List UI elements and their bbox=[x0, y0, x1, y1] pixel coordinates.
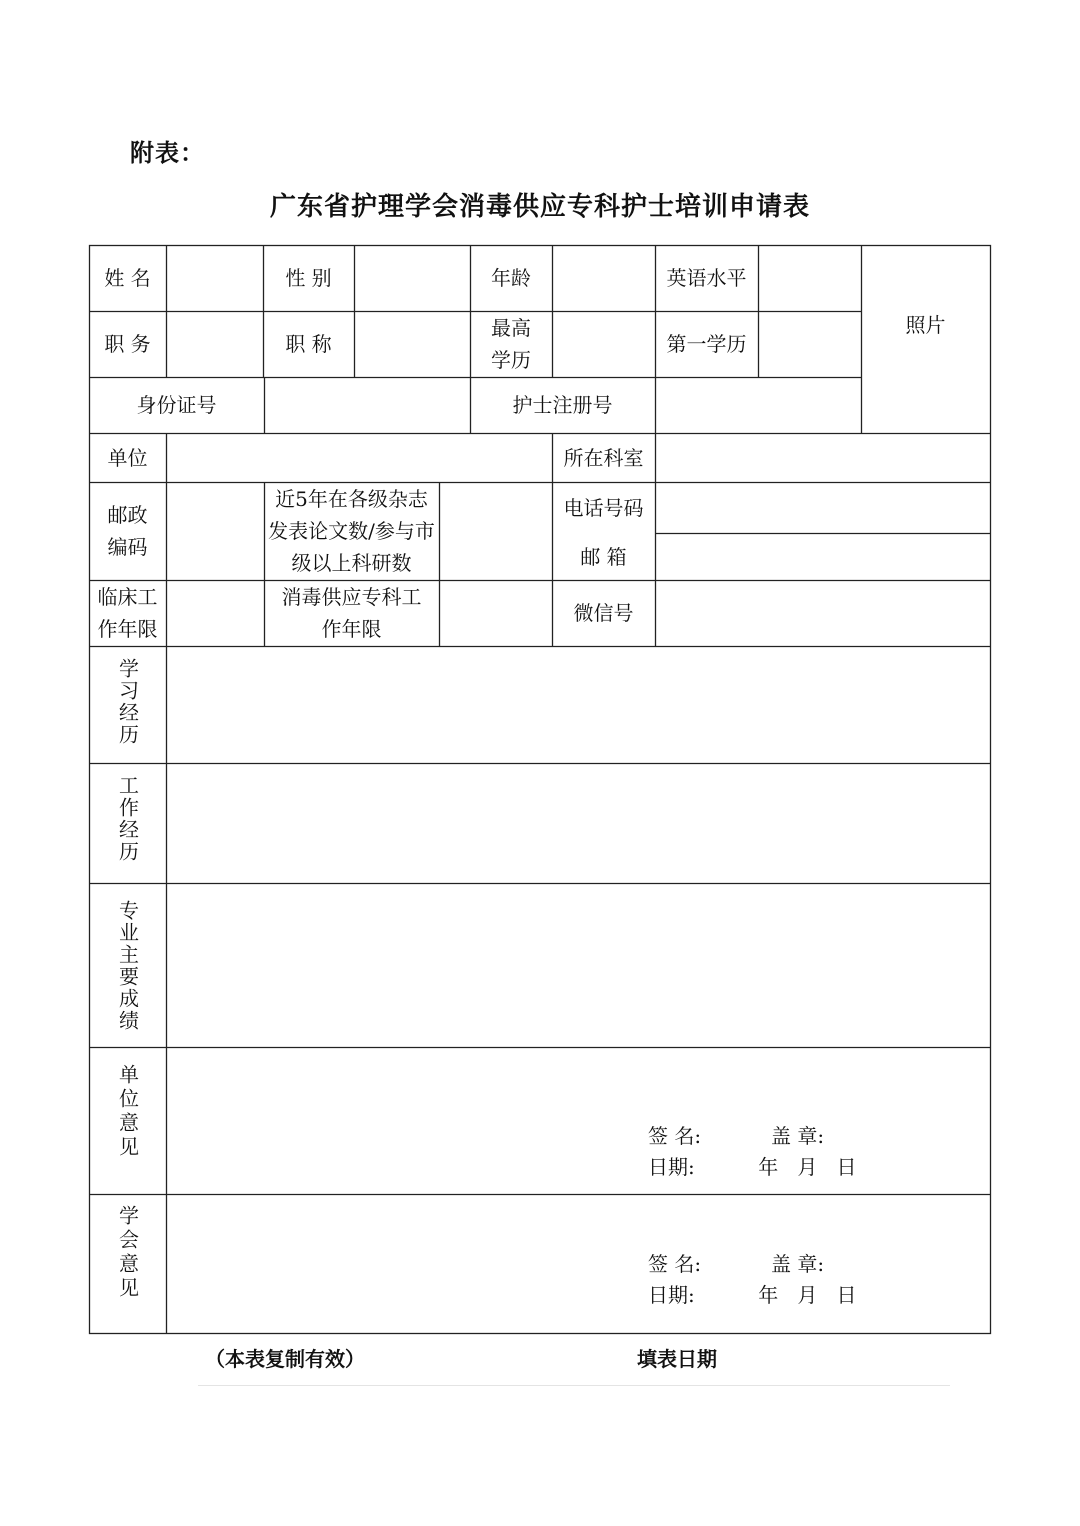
phone-field[interactable] bbox=[655, 482, 990, 533]
first-edu-field[interactable] bbox=[758, 311, 861, 377]
society-opinion-field[interactable] bbox=[166, 1194, 990, 1333]
label-department: 所在科室 bbox=[563, 445, 644, 470]
clinical-years-field[interactable] bbox=[166, 580, 264, 646]
label-postal: 邮政 编码 bbox=[107, 503, 148, 559]
attachment-label: 附表： bbox=[130, 139, 205, 167]
achievements-field[interactable] bbox=[166, 883, 990, 1047]
name-field[interactable] bbox=[166, 245, 263, 311]
unit-sign-line: 签 名: 盖 章: bbox=[648, 1124, 825, 1148]
unit-field[interactable] bbox=[166, 433, 552, 482]
work-field[interactable] bbox=[166, 763, 990, 883]
copy-note: （本表复制有效） bbox=[205, 1347, 365, 1371]
unit-opinion-field[interactable] bbox=[166, 1047, 990, 1194]
label-achievements: 专业主要成绩 bbox=[115, 900, 140, 1032]
fill-date-label: 填表日期 bbox=[637, 1347, 717, 1371]
gender-field[interactable] bbox=[354, 245, 470, 311]
label-wechat: 微信号 bbox=[573, 601, 634, 625]
label-first-edu: 第一学历 bbox=[666, 332, 747, 356]
label-highest-edu: 最高 学历 bbox=[491, 316, 531, 372]
label-study: 学习经历 bbox=[115, 658, 140, 746]
label-unit: 单位 bbox=[107, 445, 148, 470]
position-field[interactable] bbox=[166, 311, 263, 377]
age-field[interactable] bbox=[552, 245, 655, 311]
wechat-field[interactable] bbox=[655, 580, 990, 646]
highest-edu-field[interactable] bbox=[552, 311, 655, 377]
specialty-years-field[interactable] bbox=[439, 580, 552, 646]
label-name: 姓 名 bbox=[104, 266, 151, 290]
label-english: 英语水平 bbox=[666, 266, 747, 290]
study-field[interactable] bbox=[166, 646, 990, 763]
label-society-opinion: 学会意见 bbox=[115, 1205, 140, 1301]
label-specialty-years: 消毒供应专科工作年限 bbox=[281, 585, 422, 641]
label-papers: 近5年在各级杂志发表论文数/参与市级以上科研数 bbox=[268, 487, 435, 575]
label-position: 职 务 bbox=[104, 332, 151, 356]
english-field[interactable] bbox=[758, 245, 861, 311]
label-age: 年龄 bbox=[491, 266, 531, 290]
photo-area[interactable] bbox=[861, 245, 990, 433]
email-field[interactable] bbox=[655, 533, 990, 580]
postal-field[interactable] bbox=[166, 482, 264, 580]
label-photo: 照片 bbox=[905, 313, 946, 337]
society-date-line: 日期: 年 月 日 bbox=[648, 1283, 857, 1307]
label-title-rank: 职 称 bbox=[285, 332, 332, 356]
department-field[interactable] bbox=[655, 433, 990, 482]
footer-divider bbox=[198, 1385, 950, 1386]
label-phone: 电话号码 bbox=[563, 495, 644, 520]
unit-date-line: 日期: 年 月 日 bbox=[648, 1155, 857, 1179]
label-email: 邮 箱 bbox=[580, 544, 627, 569]
label-unit-opinion: 单位意见 bbox=[115, 1064, 140, 1160]
label-nurse-reg: 护士注册号 bbox=[512, 393, 613, 417]
label-gender: 性 别 bbox=[285, 266, 332, 290]
id-number-field[interactable] bbox=[264, 377, 470, 433]
form-title: 广东省护理学会消毒供应专科护士培训申请表 bbox=[269, 192, 810, 222]
label-id-number: 身份证号 bbox=[136, 393, 217, 417]
papers-field[interactable] bbox=[439, 482, 552, 580]
nurse-reg-field[interactable] bbox=[655, 377, 861, 433]
society-sign-line: 签 名: 盖 章: bbox=[648, 1252, 825, 1276]
label-work: 工作经历 bbox=[115, 775, 140, 863]
title-rank-field[interactable] bbox=[354, 311, 470, 377]
label-clinical-years: 临床工作年限 bbox=[97, 585, 158, 641]
